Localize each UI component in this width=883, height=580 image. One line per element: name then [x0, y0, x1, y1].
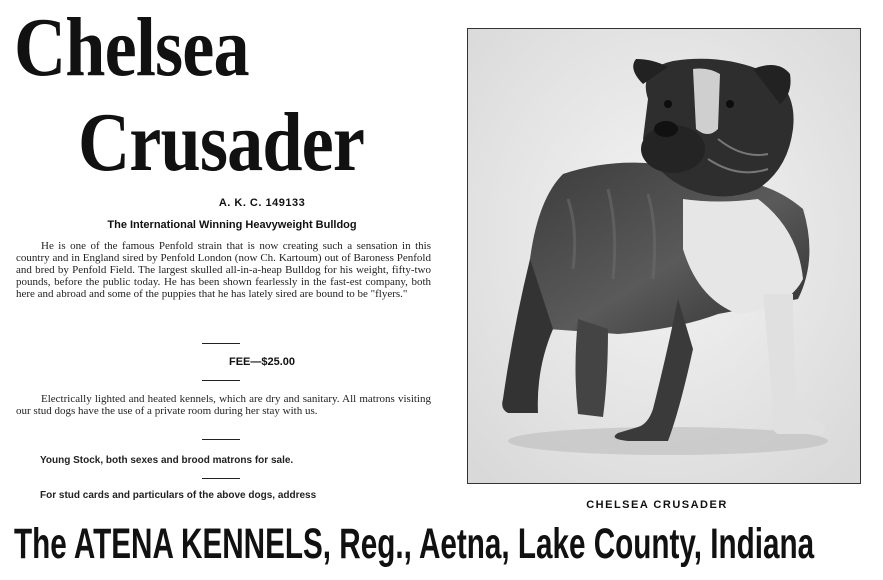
- divider-rule: [202, 478, 240, 479]
- divider-rule: [202, 380, 240, 381]
- stud-fee: FEE—$25.00: [228, 356, 296, 368]
- kennel-address-banner: The ATENA KENNELS, Reg., Aetna, Lake County, Indiana: [14, 520, 815, 568]
- subtitle: The International Winning Heavyweight Bulldog: [107, 219, 357, 231]
- bulldog-photo: [467, 28, 861, 484]
- title-line-2: Crusader: [78, 96, 365, 189]
- photo-caption: CHELSEA CRUSADER: [586, 499, 728, 511]
- description-paragraph: He is one of the famous Penfold strain that is now creating such a sensation in this country and in England sired by Penfold London (now Ch. Kartoum) out of Baroness Penfold and bred by Penfold Field. The largest skulled all-in-a-heap Bulldog for his weight, fifty-two pounds, before the public today. He has been shown fearlessly in the fast-est company, both here and abroad and some of the puppies that he has lately sired are bound to be "flyers.": [16, 240, 431, 300]
- young-stock-note: Young Stock, both sexes and brood matrons for sale.: [40, 455, 294, 466]
- registration-number: A. K. C. 149133: [218, 197, 306, 209]
- bulldog-illustration: [468, 29, 861, 484]
- facilities-paragraph: Electrically lighted and heated kennels, which are dry and sanitary. All matrons visiting our stud dogs have the use of a private room during her stay with us.: [16, 393, 431, 417]
- title-line-1: Chelsea: [14, 1, 249, 94]
- stud-cards-note: For stud cards and particulars of the above dogs, address: [40, 490, 317, 501]
- divider-rule: [202, 343, 240, 344]
- divider-rule: [202, 439, 240, 440]
